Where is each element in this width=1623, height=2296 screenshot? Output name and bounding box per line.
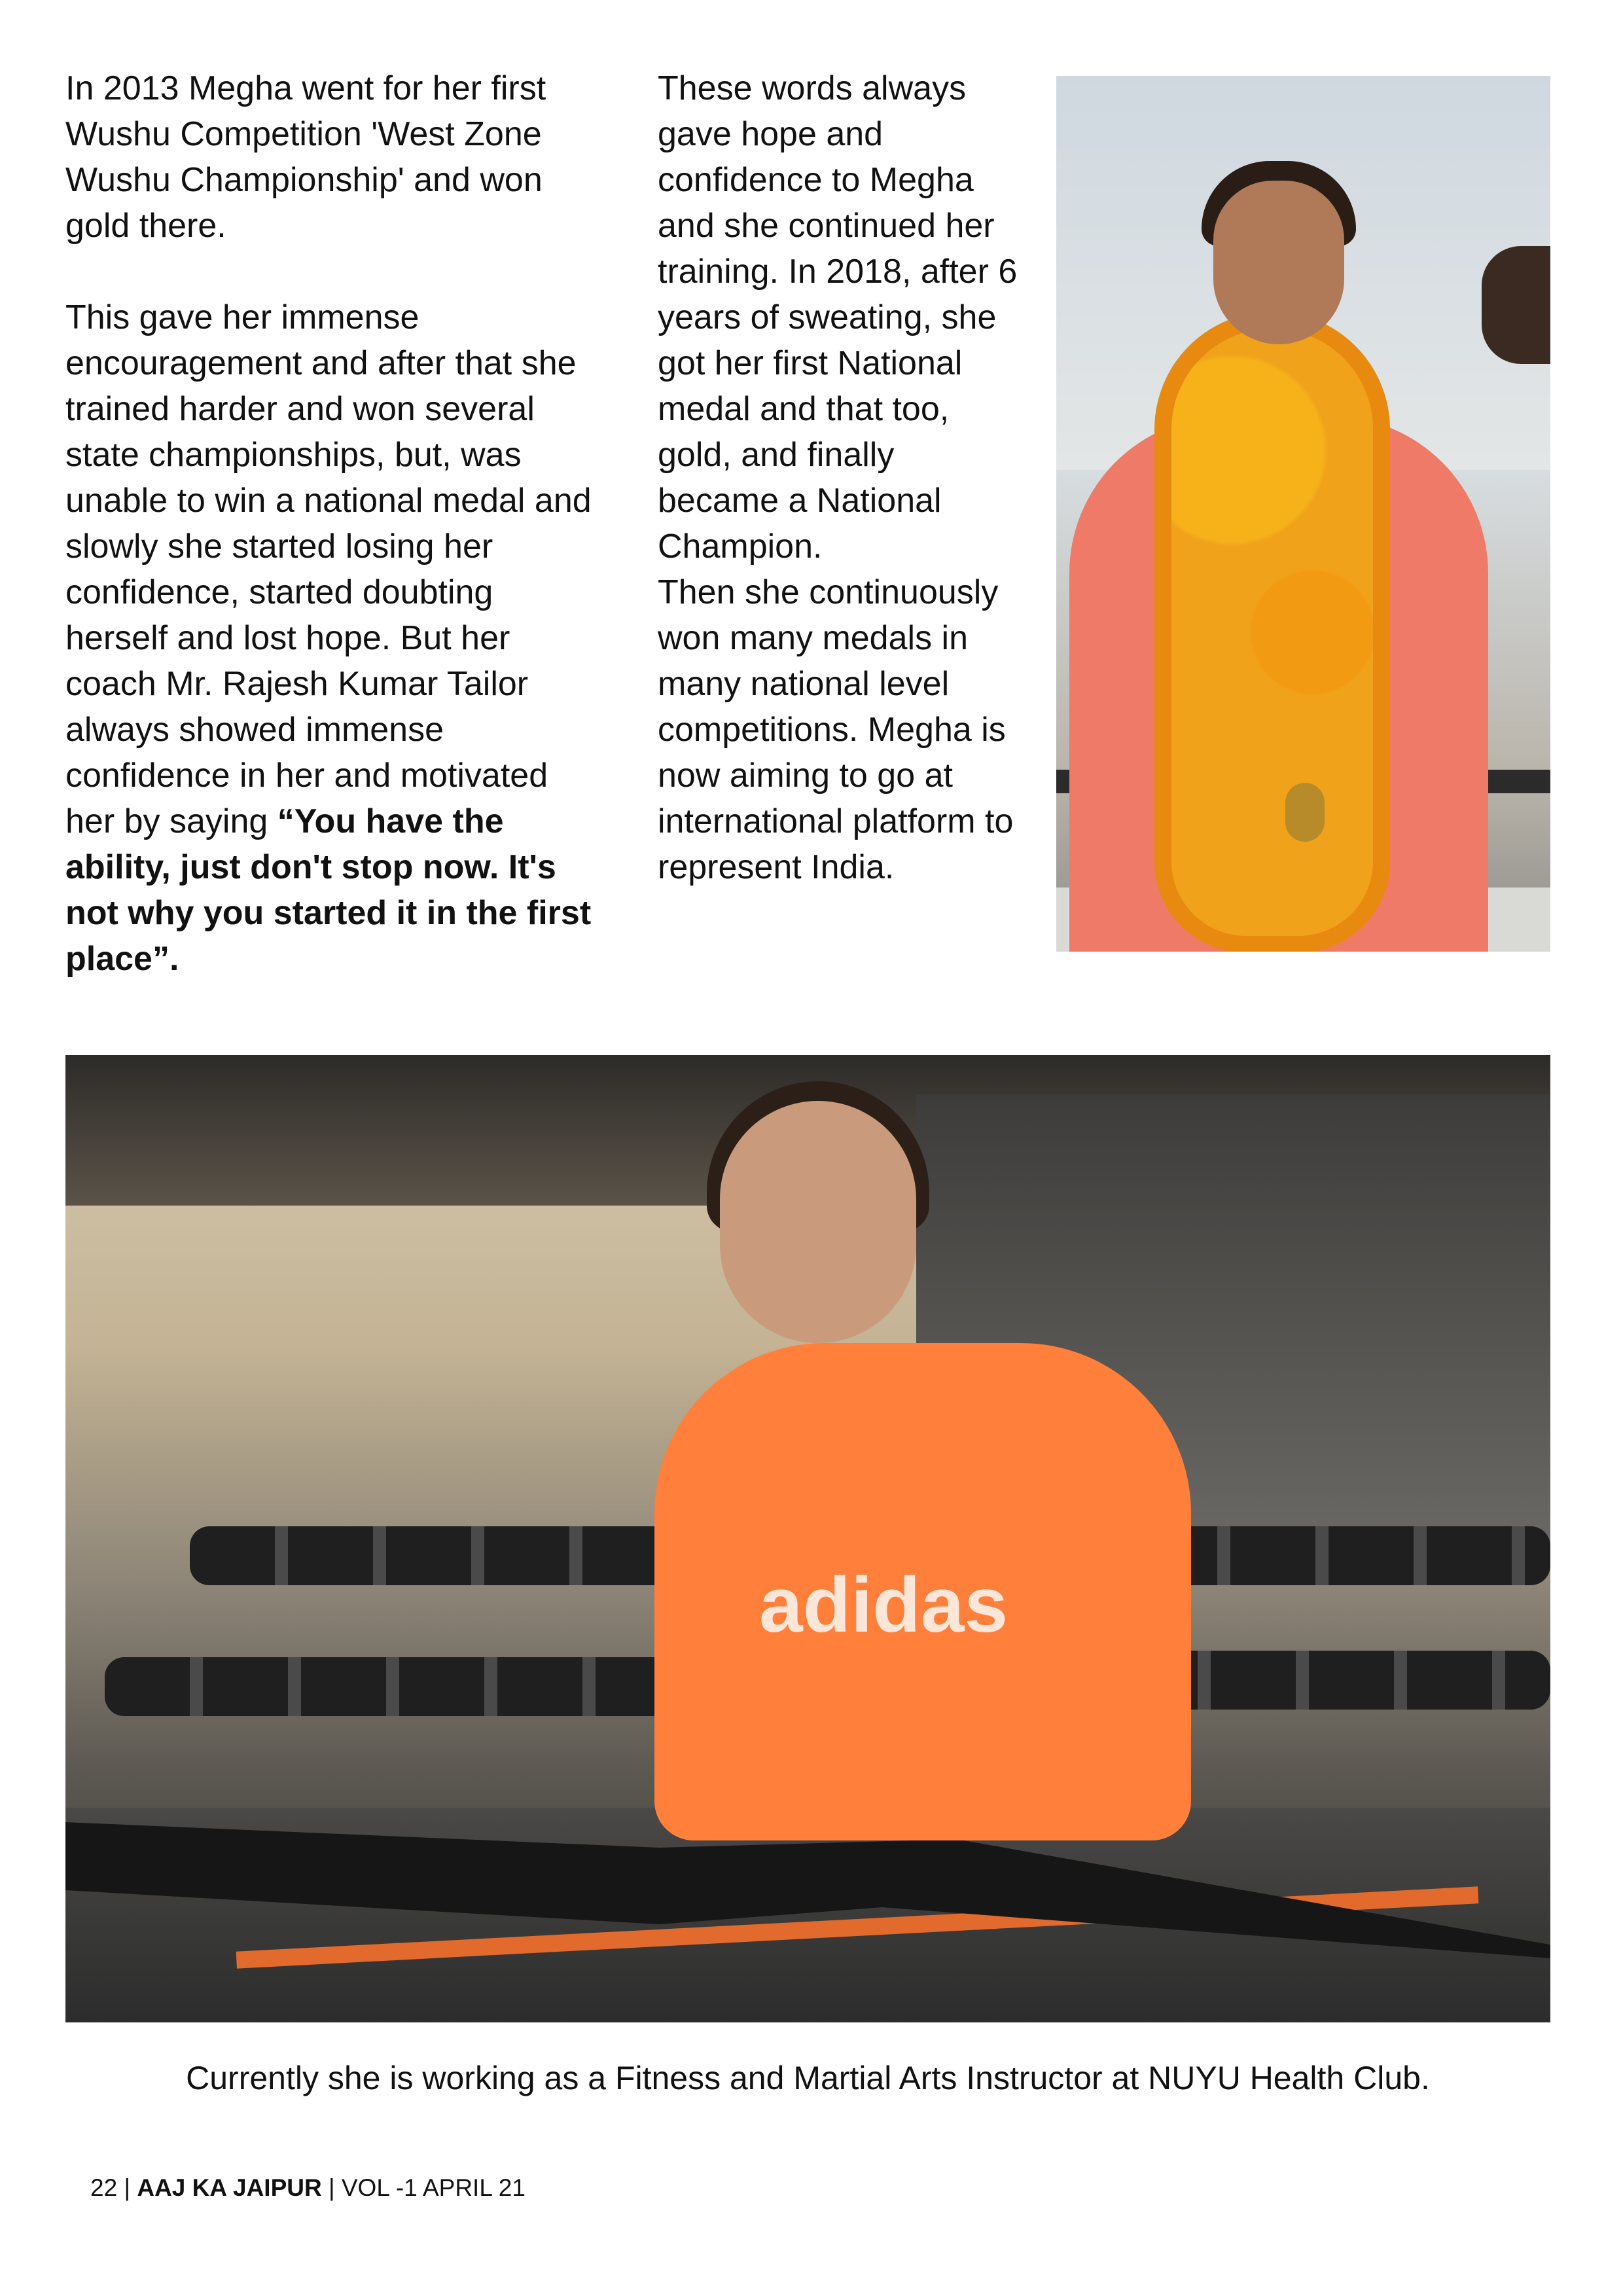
- issue-info: VOL -1 APRIL 21: [341, 2174, 526, 2201]
- champion-garland-photo: [1056, 76, 1550, 952]
- marigold-garland: [1154, 312, 1390, 952]
- page-number: 22: [90, 2174, 118, 2201]
- publication-name: AAJ KA JAIPUR: [137, 2174, 322, 2201]
- footer-separator: |: [328, 2174, 335, 2201]
- face: [720, 1101, 916, 1343]
- gym-split-photo: [65, 1055, 1550, 2022]
- boy-in-background: [1482, 246, 1550, 364]
- article-middle-column: [658, 65, 1024, 890]
- paragraph-encouragement-text: This gave her immense encouragement and after that she trained harder and won several state championships, but, was unable to win a national medal and slowly she started losing her confidence, started doubting herself and lost hope. But her coach Mr. Rajesh Kumar Tailor always showed immense confidence in her and motivated her by saying: [65, 298, 592, 840]
- gold-medal: [1285, 783, 1325, 842]
- article-left-column: [65, 65, 602, 982]
- shirt-logo: adidas: [758, 1561, 1008, 1649]
- paragraph-national-champion: These words always gave hope and confidence to Megha and she continued her training. In 2018, after 6 years of sweating, she got her first National medal and that too, gold, and finally became a National Champion.: [658, 69, 1018, 565]
- coach-quote: “You have the ability, just don't stop now. It's not why you started it in the first place”.: [65, 802, 592, 978]
- photo-caption: Currently she is working as a Fitness and Martial Arts Instructor at NUYU Health Club.: [186, 2060, 1430, 2096]
- page-footer: [90, 2172, 526, 2204]
- footer-separator: |: [124, 2174, 131, 2201]
- paragraph-continued-wins: Then she continuously won many medals in many national level competitions. Megha is now aiming to go at international platform to represent India.: [658, 573, 1014, 886]
- paragraph-first-competition: In 2013 Megha went for her first Wushu Competition 'West Zone Wushu Championship' and won gold there.: [65, 69, 546, 245]
- paragraph-encouragement: [65, 295, 602, 982]
- smiling-face: [1213, 181, 1344, 344]
